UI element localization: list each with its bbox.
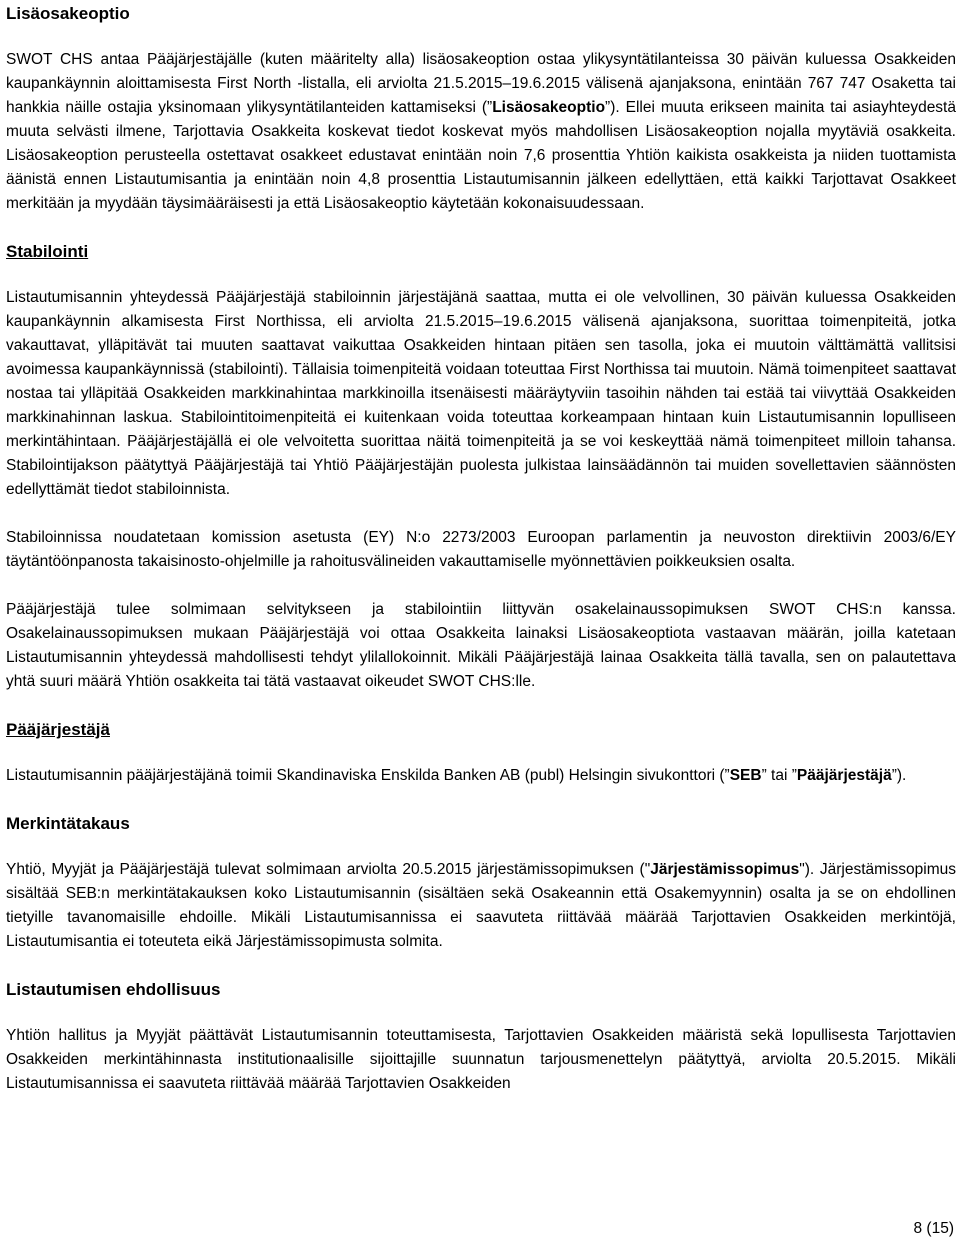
document-page (6, 0, 956, 1096)
paragraph-listautumisen-ehdollisuus: Yhtiön hallitus ja Myyjät päättävät Listautumisannin toteuttamisesta, Tarjottavien Osakkeiden määristä sekä lopullisesta Tarjottavien Osakkeiden merkintähinnasta institutionaalisille sijoittajille suunnatun tarjousmenettelyn päätyttyä, arviolta 20.5.2015. Mikäli Listautumisannissa ei saavuteta riittävää määrää Tarjottavien Osakkeiden (6, 1027, 956, 1092)
paragraph-paajarjestaja: Listautumisannin pääjärjestäjänä toimii Skandinaviska Enskilda Banken AB (publ) Helsingin sivukonttori (”SEB” tai ”Pääjärjestäjä”). (6, 767, 907, 784)
heading-merkintatakaus: Merkintätakaus (6, 814, 130, 833)
bold-term-jarjestamissopimus: Järjestämissopimus (650, 861, 800, 878)
page-number: 8 (15) (913, 1220, 954, 1237)
bold-term-seb: SEB (729, 767, 762, 784)
heading-paajarjestaja: Pääjärjestäjä (6, 720, 110, 739)
heading-stabilointi: Stabilointi (6, 242, 89, 261)
heading-listautumisen-ehdollisuus: Listautumisen ehdollisuus (6, 980, 221, 999)
heading-lisaosakeoptio: Lisäosakeoptio (6, 4, 130, 23)
paragraph-merkintatakaus: Yhtiö, Myyjät ja Pääjärjestäjä tulevat solmimaan arviolta 20.5.2015 järjestämissopimuksen ("Järjestämissopimus"). Järjestämissopimus sisältää SEB:n merkintätakauksen koko Listautumisannin (sisältäen sekä Osakeannin että Osakemyynnin) osalta ja se on ehdollinen tietyille tavanomaisille ehdoille. Mikäli Listautumisannissa ei saavuteta riittävää määrää Tarjottavien Osakkeiden merkintöjä, Listautumisantia ei toteuteta eikä Järjestämissopimusta solmita. (6, 861, 956, 950)
paragraph-stabilointi-3: Pääjärjestäjä tulee solmimaan selvitykseen ja stabilointiin liittyvän osakelainaussopimuksen SWOT CHS:n kanssa. Osakelainaussopimuksen mukaan Pääjärjestäjä voi ottaa Osakkeita lainaksi Lisäosakeoptiota vastaavan määrän, joilla katetaan Listautumisannin yhteydessä mahdollisesti tehdyt ylilallokoinnit. Mikäli Pääjärjestäjä lainaa Osakkeita tällä tavalla, sen on palautettava yhtä suuri määrä Yhtiön osakkeita tai tätä vastaavat oikeudet SWOT CHS:lle. (6, 601, 956, 690)
bold-term-lisaosakeoptio: Lisäosakeoptio (492, 99, 606, 116)
paragraph-stabilointi-2: Stabiloinnissa noudatetaan komission asetusta (EY) N:o 2273/2003 Euroopan parlamentin ja neuvoston direktiivin 2003/6/EY täytäntöönpanosta takaisinosto-ohjelmille ja rahoitusvälineiden vakauttamiselle myönnettävien poikkeuksien osalta. (6, 529, 956, 570)
bold-term-paajarjestaja: Pääjärjestäjä (796, 767, 892, 784)
paragraph-stabilointi-1: Listautumisannin yhteydessä Pääjärjestäjä stabiloinnin järjestäjänä saattaa, mutta ei ole velvollinen, 30 päivän kuluessa Osakkeiden kaupankäynnin alkamisesta First Northissa, eli arviolta 21.5.2015–19.6.2015 välisenä ajanjaksona, suorittaa toimenpiteitä, jotka vakauttavat, ylläpitävät tai muuten saattavat vaikuttaa Osakkeiden hintaan pitäen sen tasolla, joka ei muutoin välttämättä vallitsisi avoimessa kaupankäynnissä (stabilointi). Tällaisia toimenpiteitä voidaan toteuttaa First Northissa tai muutoin. Nämä toimenpiteet saattavat nostaa tai ylläpitää Osakkeiden markkinahintaa markkinoilla itsenäisesti määräytyviin tasoihin nähden tai estää tai viivyttää Osakkeiden markkinahinnan laskua. Stabilointitoimenpiteitä ei kuitenkaan voida toteuttaa korkeampaan hintaan kuin Listautumisannin lopulliseen merkintähintaan. Pääjärjestäjällä ei ole velvoitetta suorittaa näitä toimenpiteitä ja se voi keskeyttää nämä toimenpiteet milloin tahansa. Stabilointijakson päätyttyä Pääjärjestäjä tai Yhtiö Pääjärjestäjän puolesta julkistaa lainsäädännön tai muiden sovellettavien säännösten edellyttämät tiedot stabiloinnista. (6, 289, 956, 498)
paragraph-lisaosakeoptio: SWOT CHS antaa Pääjärjestäjälle (kuten määritelty alla) lisäosakeoption ostaa ylikysyntätilanteissa 30 päivän kuluessa Osakkeiden kaupankäynnin aloittamisesta First North -listalla, eli arviolta 21.5.2015–19.6.2015 välisenä ajanjaksona, enintään 767 747 Osaketta tai hankkia näille ostajia yksinomaan ylikysyntätilanteiden kattamiseksi (”Lisäosakeoptio”). Ellei muuta erikseen mainita tai asiayhteydestä muuta selvästi ilmene, Tarjottavia Osakkeita koskevat tiedot koskevat myös mahdollisen Lisäosakeoption nojalla myytäviä osakkeita. Lisäosakeoption perusteella ostettavat osakkeet edustavat enintään noin 7,6 prosenttia Yhtiön kaikista osakkeista ja niiden tuottamista äänistä ennen Listautumisantia ja enintään noin 4,8 prosenttia Listautumisannin jälkeen edellyttäen, että kaikki Tarjottavat Osakkeet merkitään ja myydään täysimääräisesti ja että Lisäosakeoptio käytetään kokonaisuudessaan. (6, 51, 956, 212)
